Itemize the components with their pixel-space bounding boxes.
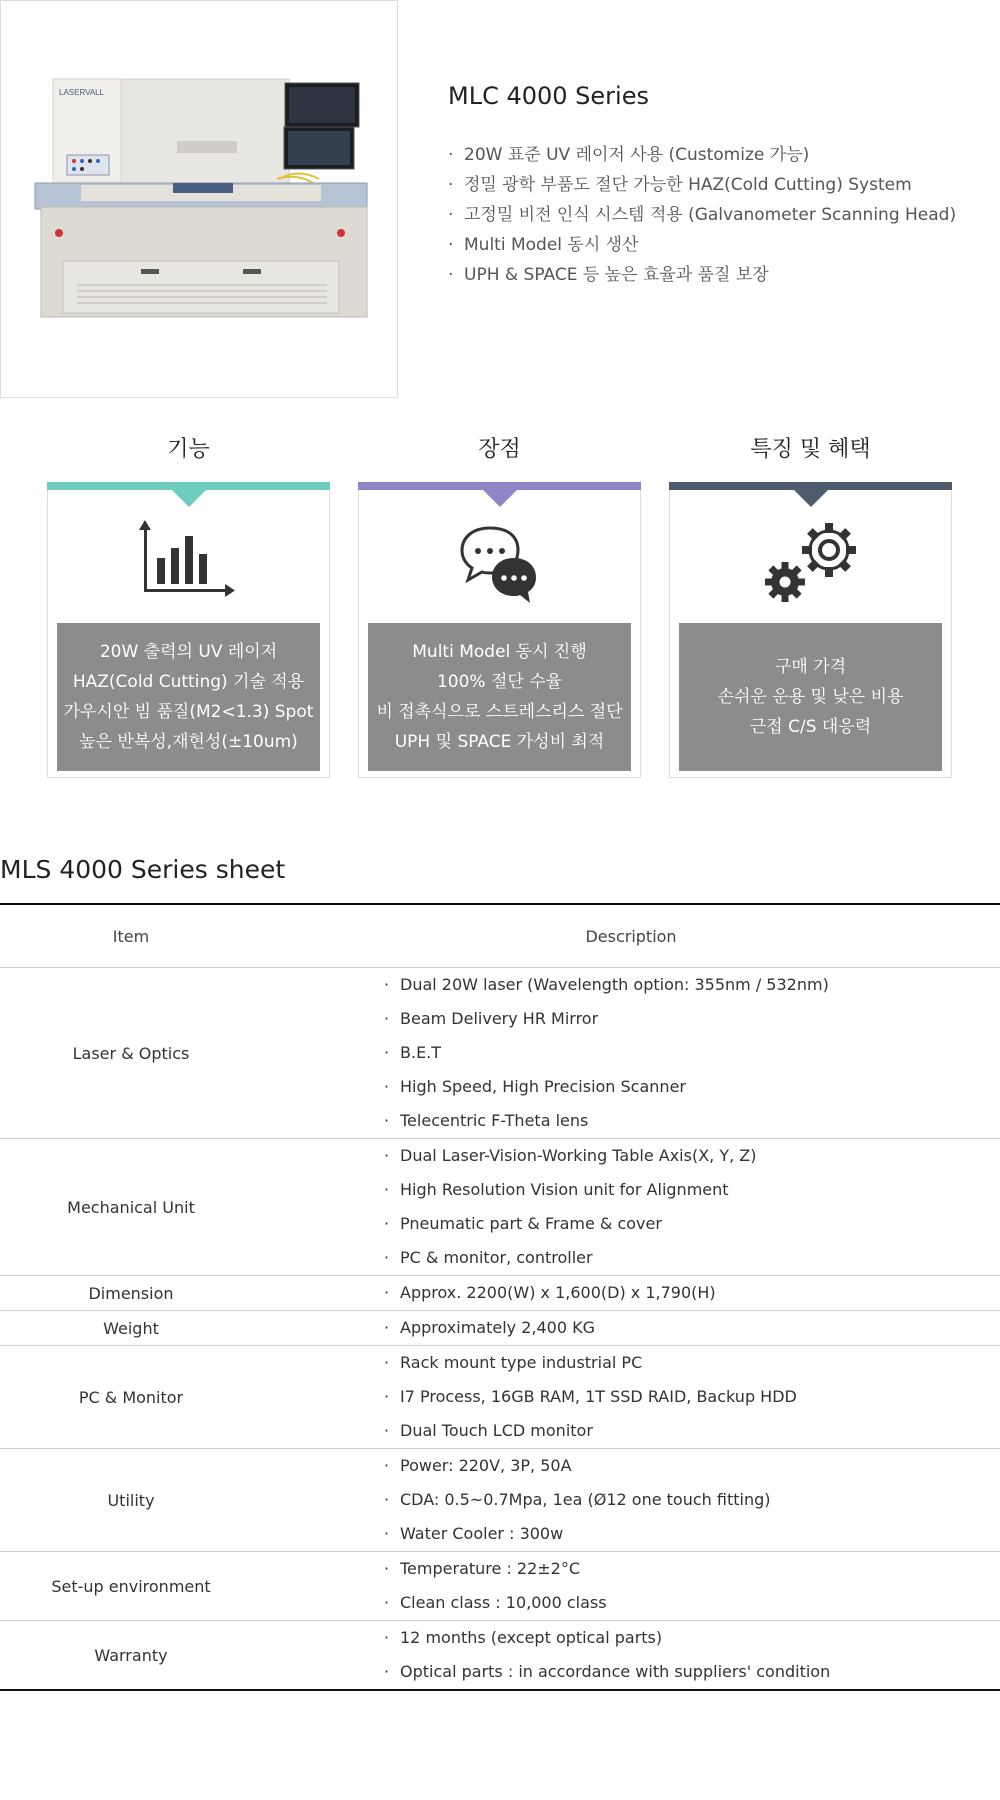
card-accent-bar — [358, 482, 641, 490]
card-accent-arrow — [172, 490, 206, 507]
spec-description — [262, 1621, 1000, 1691]
spec-description-line: · Pneumatic part & Frame & cover — [384, 1214, 662, 1233]
card-title: 기능 — [167, 437, 210, 462]
table-row — [0, 1276, 1000, 1311]
spec-description — [262, 1139, 1000, 1276]
spec-description — [262, 1346, 1000, 1449]
table-row — [0, 968, 1000, 1139]
brand-logo: LASERVALL — [59, 88, 105, 97]
spec-description-line: · Approx. 2200(W) x 1,600(D) x 1,790(H) — [384, 1283, 716, 1302]
spec-table — [0, 903, 1000, 1691]
spec-description — [262, 968, 1000, 1139]
spec-description-line: · I7 Process, 16GB RAM, 1T SSD RAID, Backup HDD — [384, 1387, 797, 1406]
spec-description-line: · PC & monitor, controller — [384, 1248, 593, 1267]
spec-description-line: · High Speed, High Precision Scanner — [384, 1077, 686, 1096]
spec-header-item: Item — [0, 904, 262, 968]
spec-description-line: · Dual Touch LCD monitor — [384, 1421, 593, 1440]
card-title: 특징 및 혜택 — [750, 437, 871, 462]
spec-item-label: Set-up environment — [0, 1552, 262, 1621]
spec-description-line: · Approximately 2,400 KG — [384, 1318, 595, 1337]
bar-chart-icon — [139, 520, 239, 610]
card-accent-bar — [47, 482, 330, 490]
spec-description-line: · CDA: 0.5~0.7Mpa, 1ea (Ø12 one touch fitting) — [384, 1490, 771, 1509]
spec-description-line: · Clean class : 10,000 class — [384, 1593, 607, 1612]
product-feature-list — [448, 140, 988, 290]
spec-description-line: · B.E.T — [384, 1043, 442, 1062]
laser-machine-illustration — [1, 1, 397, 397]
spec-item-label: Warranty — [0, 1621, 262, 1691]
card-accent-arrow — [794, 490, 828, 507]
card-accent-arrow — [483, 490, 517, 507]
product-feature: · Multi Model 동시 생산 — [448, 235, 639, 255]
spec-description-line: · Temperature : 22±2°C — [384, 1559, 581, 1578]
table-row — [0, 1139, 1000, 1276]
table-row — [0, 1552, 1000, 1621]
card-title: 장점 — [478, 437, 521, 462]
sheet-title: MLS 4000 Series sheet — [0, 855, 286, 884]
card-box — [358, 482, 641, 778]
card-text: Multi Model 동시 진행 100% 절단 수율 비 접촉식으로 스트레스리스 절단 UPH 및 SPACE 가성비 최적 — [368, 623, 631, 771]
spec-body — [0, 968, 1000, 1691]
spec-description — [262, 1449, 1000, 1552]
spec-header-description: Description — [262, 904, 1000, 968]
spec-description — [262, 1311, 1000, 1346]
spec-item-label: PC & Monitor — [0, 1346, 262, 1449]
spec-item-label: Weight — [0, 1311, 262, 1346]
spec-description-line: · Water Cooler : 300w — [384, 1524, 564, 1543]
spec-description — [262, 1552, 1000, 1621]
table-row — [0, 1346, 1000, 1449]
card-advantage — [358, 430, 641, 778]
table-row — [0, 1621, 1000, 1691]
product-feature: · UPH & SPACE 등 높은 효율과 품질 보장 — [448, 265, 769, 285]
spec-description-line: · High Resolution Vision unit for Alignment — [384, 1180, 729, 1199]
product-info — [448, 82, 988, 290]
spec-description-line: · Optical parts : in accordance with suppliers' condition — [384, 1662, 831, 1681]
card-benefits — [669, 430, 952, 778]
feature-cards — [47, 430, 952, 780]
chat-bubbles-icon — [450, 520, 550, 610]
product-feature: · 20W 표준 UV 레이저 사용 (Customize 가능) — [448, 145, 810, 165]
spec-description-line: · Telecentric F-Theta lens — [384, 1111, 589, 1130]
product-feature: · 고정밀 비전 인식 시스템 적용 (Galvanometer Scanning Head) — [448, 205, 957, 225]
spec-description-line: · Beam Delivery HR Mirror — [384, 1009, 599, 1028]
card-box — [669, 482, 952, 778]
spec-description-line: · Rack mount type industrial PC — [384, 1353, 643, 1372]
spec-item-label: Utility — [0, 1449, 262, 1552]
card-text: 20W 출력의 UV 레이저 HAZ(Cold Cutting) 기술 적용 가우시안 빔 품질(M2<1.3) Spot 높은 반복성,재현성(±10um) — [57, 623, 320, 771]
product-feature: · 정밀 광학 부품도 절단 가능한 HAZ(Cold Cutting) System — [448, 175, 912, 195]
spec-description-line: · 12 months (except optical parts) — [384, 1628, 663, 1647]
spec-description-line: · Dual Laser-Vision-Working Table Axis(X, Y, Z) — [384, 1146, 757, 1165]
spec-item-label: Mechanical Unit — [0, 1139, 262, 1276]
spec-header-row — [0, 904, 1000, 968]
card-function — [47, 430, 330, 778]
card-text: 구매 가격 손쉬운 운용 및 낮은 비용 근접 C/S 대응력 — [679, 623, 942, 771]
table-row — [0, 1311, 1000, 1346]
spec-item-label: Dimension — [0, 1276, 262, 1311]
card-accent-bar — [669, 482, 952, 490]
product-image — [0, 0, 398, 398]
table-row — [0, 1449, 1000, 1552]
gears-icon — [761, 520, 861, 610]
spec-description-line: · Power: 220V, 3P, 50A — [384, 1456, 572, 1475]
card-box — [47, 482, 330, 778]
spec-description-line: · Dual 20W laser (Wavelength option: 355nm / 532nm) — [384, 975, 829, 994]
spec-item-label: Laser & Optics — [0, 968, 262, 1139]
product-title: MLC 4000 Series — [448, 82, 649, 110]
spec-description — [262, 1276, 1000, 1311]
